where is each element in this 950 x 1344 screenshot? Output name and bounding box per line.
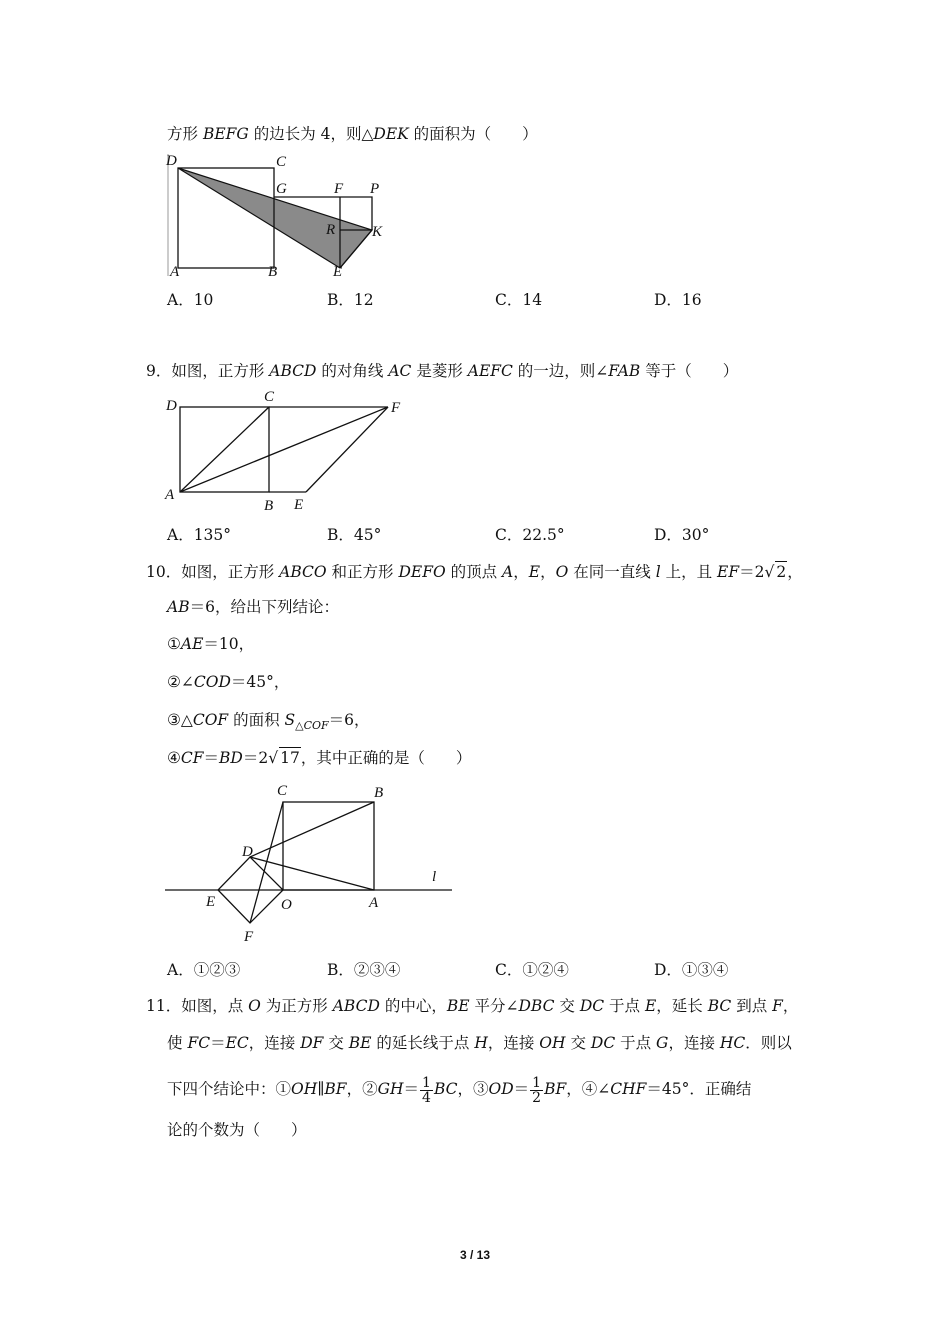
q10-text: 上，且 [660,563,718,581]
q10-label-l: l [432,869,437,885]
q10-radicand: 17 [280,749,300,767]
q11-var: BF [544,1080,567,1098]
q11-text: ，连接 [487,1034,540,1052]
q11-var: GH [377,1080,404,1098]
q11-text: 到点 [731,997,773,1015]
q11-line1 [146,996,798,1016]
fraction-denominator: 4 [422,1089,431,1106]
q9-label-F: F [391,400,401,416]
q10-var: DEFO [398,563,446,581]
q10-radicand: 2 [776,563,787,581]
q11-var: HC [719,1034,746,1052]
fraction-numerator: 1 [422,1074,431,1091]
circled-number: ③ [167,711,181,729]
q11-text: 的延长线于点 [371,1034,475,1052]
q11-var: OH [539,1034,566,1052]
q10-var: l [655,563,661,581]
q8-stem [167,124,538,144]
q9-option-d[interactable]: D．30° [654,526,710,544]
q9-label-C: C [264,389,275,405]
q11-text: 的中心， [379,997,447,1015]
q9-stem-var: ABCD [269,362,317,380]
q9-stem-var: AEFC [467,362,513,380]
circled-number: ① [167,635,181,653]
q10-var: E [528,563,541,581]
q10-var: EF [717,563,740,581]
fraction-one-quarter [420,1076,433,1105]
q11-var: DC [590,1034,616,1052]
q10-var: S [284,711,296,729]
q9-label-A: A [165,487,175,503]
circled-number: ② [167,673,181,691]
q8-stem-text: 的面积为（ ） [408,125,538,143]
q9-stem-text: 是菱形 [411,362,468,380]
q10-option-d[interactable]: D．①③④ [654,961,729,979]
q10-var: COD [193,673,231,691]
q10-conclusion-3 [167,710,370,736]
q10-conclusion-2 [167,672,289,692]
q9-stem-var: FAB [608,362,641,380]
q10-text: 和正方形 [326,563,399,581]
q10-var: AE [180,635,204,653]
q11-var: DC [579,997,605,1015]
q9-option-b[interactable]: B．45° [327,526,382,544]
q8-label-G: G [276,181,287,197]
q8-label-D: D [166,153,177,169]
q11-text: ， [782,997,799,1015]
fraction-numerator: 1 [532,1074,542,1091]
q8-label-P: P [370,181,380,197]
q10-label-B: B [374,785,384,801]
q10-text: ＝2 [739,563,765,581]
q11-text: ＝45°．正确结 [646,1080,752,1098]
q9-stem-text: 等于（ ） [640,362,739,380]
q11-var: DBC [518,997,555,1015]
q11-var: O [248,997,261,1015]
q9-stem-text: 的对角线 [316,362,389,380]
q11-var: H [474,1034,488,1052]
q11-var: EC [225,1034,249,1052]
q11-text: 于点 [615,1034,657,1052]
q11-text: ＝ [210,1034,226,1052]
q10-text: ＝6， [328,711,370,729]
q8-option-c[interactable]: C．14 [495,291,543,309]
q10-text: 在同一直线 [568,563,656,581]
q8-label-C: C [276,154,287,170]
q11-text: 交 [323,1034,349,1052]
q11-var: ABCD [332,997,380,1015]
q11-text: 交 [565,1034,591,1052]
q11-text: 为正方形 [260,997,333,1015]
q11-text: 平分∠ [469,997,519,1015]
q11-line4: 论的个数为（ ） [167,1121,307,1139]
q10-figure [160,776,460,948]
q8-label-R: R [326,222,336,238]
q8-stem-var: DEK [373,125,409,143]
q8-figure [160,148,400,282]
q9-label-B: B [264,498,274,514]
fraction-denominator: 2 [532,1089,542,1106]
q11-var: BC [707,997,732,1015]
q10-text: 10．如图，正方形 [146,563,280,581]
sqrt-symbol: √ [764,563,775,581]
q9-stem [146,361,738,381]
q11-text: 交 [554,997,580,1015]
q8-stem-text: 的边长为 4，则△ [248,125,374,143]
triangle-symbol: △ [180,711,193,729]
q10-text: ， [513,563,529,581]
q11-var: BE [348,1034,372,1052]
sqrt-symbol: √ [268,749,279,767]
q10-text: ＝2 [242,749,269,767]
q9-label-D: D [166,398,177,414]
q9-stem-text: 的一边，则∠ [512,362,609,380]
q8-label-A: A [170,264,180,280]
q11-text: ＝ [513,1080,530,1098]
q10-text: ＝45°， [230,673,290,691]
q10-text: ＝10， [203,635,255,653]
q10-text: 的顶点 [445,563,503,581]
q10-var: ABCO [279,563,327,581]
q11-text: 于点 [604,997,645,1015]
q11-text: ，④∠ [566,1080,611,1098]
q11-text: 下四个结论中：① [167,1080,292,1098]
q11-text: ．则以 [745,1034,792,1052]
q10-var: COF [192,711,229,729]
q9-stem-text: 9．如图，正方形 [146,362,270,380]
q10-option-a[interactable]: A．①②③ [167,961,241,979]
q10-subscript: △COF [295,719,329,733]
q11-text: ，③ [457,1080,489,1098]
q11-var: FC [187,1034,211,1052]
q8-label-B: B [268,264,278,280]
q11-text: ，延长 [656,997,708,1015]
q8-label-K: K [372,224,383,240]
q10-line1 [146,561,803,582]
q8-label-F: F [334,181,344,197]
q8-option-d[interactable]: D．16 [654,291,702,309]
q10-conclusion-1 [167,634,254,654]
q11-text: ，连接 [668,1034,720,1052]
q10-text: ＝ [203,749,220,767]
q11-var: G [656,1034,669,1052]
circled-number: ④ [167,749,181,767]
q10-conclusion-4 [167,747,471,768]
q10-label-C: C [277,783,288,799]
q10-var: A [502,563,514,581]
q8-stem-text: 方形 [167,125,203,143]
q8-option-a[interactable]: A．10 [167,291,214,309]
q11-text: ，② [346,1080,378,1098]
q10-text: ， [540,563,556,581]
q11-var: OH [291,1080,318,1098]
q9-option-c[interactable]: C．22.5° [495,526,565,544]
q11-var: BF [324,1080,347,1098]
q10-option-c[interactable]: C．①②④ [495,961,569,979]
q11-var: E [644,997,657,1015]
q11-var: BC [433,1080,458,1098]
q11-text: 使 [167,1034,188,1052]
q11-text: 11．如图，点 [146,997,249,1015]
q9-label-E: E [294,497,304,513]
q10-option-b[interactable]: B．②③④ [327,961,401,979]
q8-label-E: E [333,264,343,280]
q10-text: ，其中正确的是（ ） [300,749,472,767]
q10-var: AB [167,598,190,616]
q11-line3 [167,1072,751,1106]
q11-text: ，连接 [248,1034,301,1052]
q10-line2 [167,597,339,617]
q11-text: ∥ [317,1080,325,1098]
q9-stem-var: AC [388,362,412,380]
q8-stem-var: BEFG [202,125,249,143]
q10-text: ＝6，给出下列结论： [189,598,339,616]
q11-var: DF [300,1034,324,1052]
angle-symbol: ∠ [180,673,194,691]
q11-var: F [772,997,783,1015]
q10-label-F: F [244,929,254,945]
q11-var: OD [488,1080,514,1098]
q10-var: O [555,563,569,581]
q11-var: CHF [610,1080,647,1098]
q10-label-D: D [242,844,253,860]
q11-var: BE [446,997,470,1015]
q9-option-a[interactable]: A．135° [167,526,232,544]
q8-option-b[interactable]: B．12 [327,291,374,309]
q10-label-O: O [281,897,292,913]
q11-line2 [167,1033,792,1053]
page-number: 3 / 13 [459,1248,491,1262]
q9-figure [160,385,420,515]
q10-var: CF [180,749,204,767]
q10-text: 的面积 [228,711,285,729]
q10-label-A: A [369,895,379,911]
q10-label-E: E [206,894,216,910]
q11-text: ＝ [403,1080,420,1098]
fraction-one-half [530,1076,543,1105]
q10-text: ， [787,563,803,581]
q10-var: BD [219,749,243,767]
